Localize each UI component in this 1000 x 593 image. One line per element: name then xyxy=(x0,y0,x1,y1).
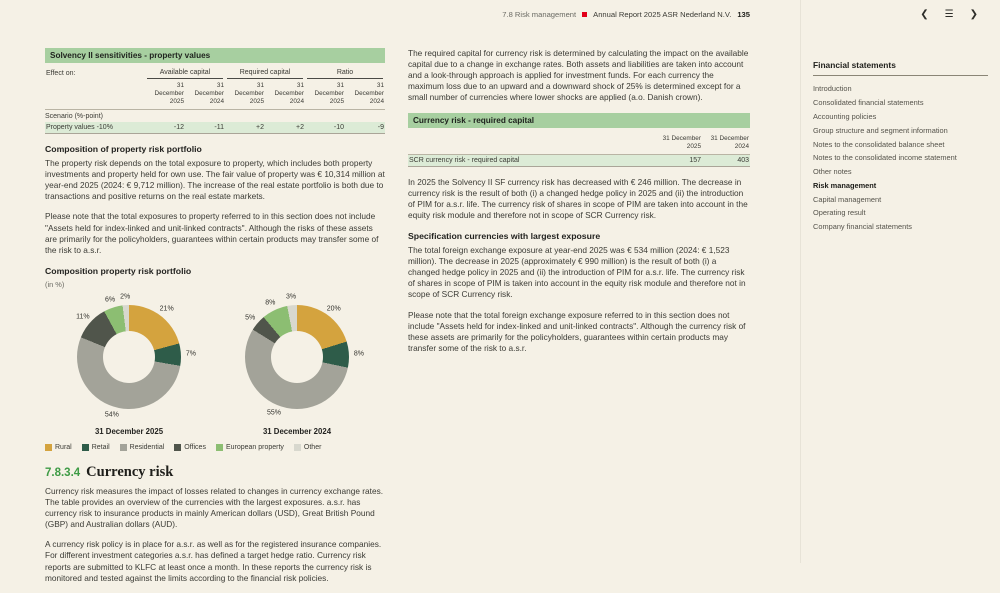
topbar xyxy=(0,10,1000,26)
sidebar-item-capital-management[interactable]: Capital management xyxy=(813,194,882,204)
sidebar-item-operating-result[interactable]: Operating result xyxy=(813,208,866,218)
section-title: Currency risk xyxy=(86,463,174,480)
donut-segment-label: 2% xyxy=(120,293,131,301)
sidebar-items xyxy=(813,82,988,234)
section-breadcrumb: 7.8 Risk management xyxy=(502,10,577,19)
table-row-label: Property values -10% xyxy=(45,122,145,134)
page-number: 135 xyxy=(737,10,750,19)
legend-label: European property xyxy=(225,443,284,451)
property-composition-charts xyxy=(45,293,385,436)
donut-segment-label: 20% xyxy=(326,305,341,313)
chart-unit-label: (in %) xyxy=(45,279,65,289)
heading-composition-chart: Composition property risk portfolio xyxy=(45,265,192,276)
middle-column xyxy=(408,48,750,363)
date-header: 31 December 2024 xyxy=(345,79,385,110)
donut-wrap-2024 xyxy=(213,293,381,426)
breadcrumb xyxy=(502,10,750,19)
date-header: 31 December 2025 xyxy=(145,79,185,110)
donut-2024 xyxy=(245,305,349,409)
legend-item xyxy=(82,444,110,451)
left-column xyxy=(45,48,385,593)
table-cell: -10 xyxy=(305,122,345,134)
menu-icon[interactable]: ☰ xyxy=(944,9,954,20)
donut-segment-label: 6% xyxy=(104,296,116,304)
donut-segment-label: 11% xyxy=(76,313,90,321)
section-number: 7.8.3.4 xyxy=(45,466,81,479)
legend-label: Retail xyxy=(91,443,110,451)
paragraph-exposure: The total foreign exchange exposure at year-end 2025 was € 534 million (2024: € 1,523 million). The decrease in 2025 (approximately € 990 million) is the result of both (i) a changed hedge policy in 2025 and (ii) the introduction of PIM for a.s.r. life. The currency risk of shares in scope of PIM is taken into account in the equity risk module and therefore not in scope of SCR Currency risk. xyxy=(408,244,746,300)
sidebar-item-company-financial-statements[interactable]: Company financial statements xyxy=(813,222,913,232)
paragraph-currency-risk-policy: A currency risk policy is in place for a.s.r. as well as for the registered insurance companies. For different investment categories a.s.r. has defined a target hedge ratio. Currency risk reports are submitted to KLFC at least once a month. In these reports the currency risk is monitored and tested against the limits according to the financial risk policies. xyxy=(45,539,382,583)
chevron-left-icon[interactable]: ❮ xyxy=(920,9,929,20)
column-group-available-capital: Available capital xyxy=(147,67,223,79)
heading-composition-property-risk: Composition of property risk portfolio xyxy=(45,144,202,154)
sidebar-item-group-structure-and-segment-information[interactable]: Group structure and segment information xyxy=(813,125,948,135)
table-cell: 157 xyxy=(654,155,702,167)
column-group-required-capital: Required capital xyxy=(227,67,303,79)
paragraph-required-capital: The required capital for currency risk is determined by calculating the impact on the available capital due to a change in exchange rates. Both assets and liabilities are taken into account and a look-through approach is applied for investment funds. For each currency the maximum loss due to an upward and a downward shock of 25% is determined except for a small number of currencies where lower shocks are applied (a.o. Danish crown). xyxy=(408,48,749,103)
paragraph-property-note: Please note that the total exposures to property referred to in this section does not include "Assets held for index-linked and unit-linked contracts". Although the risks of these assets are primarily for the policyholders, guarantees within certain products may transfer some of the risk to a.s.r. xyxy=(45,211,379,255)
donut-segment-label: 21% xyxy=(159,305,174,313)
sidebar-item-consolidated-financial-statements[interactable]: Consolidated financial statements xyxy=(813,98,924,108)
date-header: 31 December 2025 xyxy=(225,79,265,110)
scenario-label: Scenario (%-point) xyxy=(45,113,103,120)
legend-swatch xyxy=(216,444,223,451)
legend-label: Rural xyxy=(55,443,72,451)
legend-item xyxy=(216,444,284,451)
table-cell: +2 xyxy=(225,122,265,134)
table-cell: 403 xyxy=(702,155,750,167)
date-header: 31 December 2024 xyxy=(185,79,225,110)
table-cell: -11 xyxy=(185,122,225,134)
legend-item xyxy=(174,444,206,451)
legend-swatch xyxy=(45,444,52,451)
sidebar-item-accounting-policies[interactable]: Accounting policies xyxy=(813,111,877,121)
chart-title-2024: 31 December 2024 xyxy=(262,426,332,436)
paragraph-currency-decrease: In 2025 the Solvency II SF currency risk has decreased with € 246 million. The decrease in currency risk is the result of both (i) a changed hedge policy in 2025 and (ii) the introduction of PIM for a.s.r. life. The currency risk of shares in scope of PIM are taken into account in the equity risk module and therefore not in scope of SCR Currency risk. xyxy=(408,176,748,220)
heading-specification-currencies: Specification currencies with largest exposure xyxy=(408,230,601,241)
chart-title-2025: 31 December 2025 xyxy=(94,426,164,436)
paragraph-currency-risk-intro: Currency risk measures the impact of losses related to changes in currency exchange rates. The table provides an overview of the currencies with the largest exposures. a.s.r. has currency risk to insurance products in mainly American dollars (USD), Great British Pound (GBP) and Australian dollars (AUD). xyxy=(45,485,384,530)
sidebar xyxy=(813,60,988,234)
chart-legend xyxy=(45,444,385,451)
sidebar-item-risk-management[interactable]: Risk management xyxy=(813,180,877,190)
section-heading-currency-risk xyxy=(45,464,385,481)
chevron-right-icon[interactable]: ❯ xyxy=(969,9,978,20)
sidebar-item-notes-to-the-consolidated-income-statement[interactable]: Notes to the consolidated income statement xyxy=(813,153,957,163)
legend-swatch xyxy=(120,444,127,451)
donut-chart-2025 xyxy=(45,293,213,436)
currency-table-title: Currency risk - required capital xyxy=(408,113,750,128)
donut-segment-label: 7% xyxy=(185,350,196,358)
legend-label: Offices xyxy=(184,443,206,451)
red-square-bullet xyxy=(582,12,587,17)
table-cell: +2 xyxy=(265,122,305,134)
date-header: 31 December 2025 xyxy=(305,79,345,110)
table-cell: -12 xyxy=(145,122,185,134)
date-header: 31 December 2025 xyxy=(654,132,702,155)
legend-swatch xyxy=(294,444,301,451)
legend-swatch xyxy=(82,444,89,451)
paragraph-exposure-note: Please note that the total foreign exchange exposure referred to in this section does not include "Assets held for index-linked and unit-linked contracts". Although the currency risk of these assets are primarily for the policyholders, guarantees within certain products may transfer some of the risk to a.s.r. xyxy=(408,309,746,353)
property-sensitivities-table xyxy=(45,67,385,134)
donut-chart-2024 xyxy=(213,293,381,436)
legend-item xyxy=(120,444,165,451)
table-cell: -9 xyxy=(345,122,385,134)
donut-segment-label: 5% xyxy=(245,314,256,322)
date-header: 31 December 2024 xyxy=(265,79,305,110)
legend-label: Residential xyxy=(129,443,165,451)
donut-segment-label: 54% xyxy=(104,411,119,419)
effect-on-label: Effect on: xyxy=(46,70,76,77)
property-table-title: Solvency II sensitivities - property values xyxy=(45,48,385,63)
sidebar-item-notes-to-the-consolidated-balance-sheet[interactable]: Notes to the consolidated balance sheet xyxy=(813,139,945,149)
donut-wrap-2025 xyxy=(45,293,213,426)
legend-item xyxy=(294,444,322,451)
legend-label: Other xyxy=(303,443,322,451)
table-row-label: SCR currency risk - required capital xyxy=(408,155,654,167)
report-title: Annual Report 2025 ASR Nederland N.V. xyxy=(593,10,732,19)
sidebar-item-other-notes[interactable]: Other notes xyxy=(813,167,852,177)
donut-segment-label: 8% xyxy=(265,299,276,307)
sidebar-title: Financial statements xyxy=(813,60,988,76)
donut-2025 xyxy=(77,305,181,409)
donut-segment-label: 8% xyxy=(353,350,364,358)
viewer-nav xyxy=(920,8,978,22)
donut-segment-label: 3% xyxy=(286,293,297,301)
currency-risk-table xyxy=(408,132,750,167)
column-group-ratio: Ratio xyxy=(307,67,383,79)
sidebar-item-introduction[interactable]: Introduction xyxy=(813,84,852,94)
legend-swatch xyxy=(174,444,181,451)
donut-segment-label: 55% xyxy=(266,409,281,417)
paragraph-property-risk: The property risk depends on the total exposure to property, which includes both property investments and property held for own use. The fair value of property was € 10,314 million at year-end 2025 (2024: € 9,712 million). The increase of the real estate portfolio is both due to transactions and positive returns on the real estate markets. xyxy=(45,158,385,202)
date-header: 31 December 2024 xyxy=(702,132,750,155)
legend-item xyxy=(45,444,72,451)
sidebar-divider xyxy=(800,0,801,563)
